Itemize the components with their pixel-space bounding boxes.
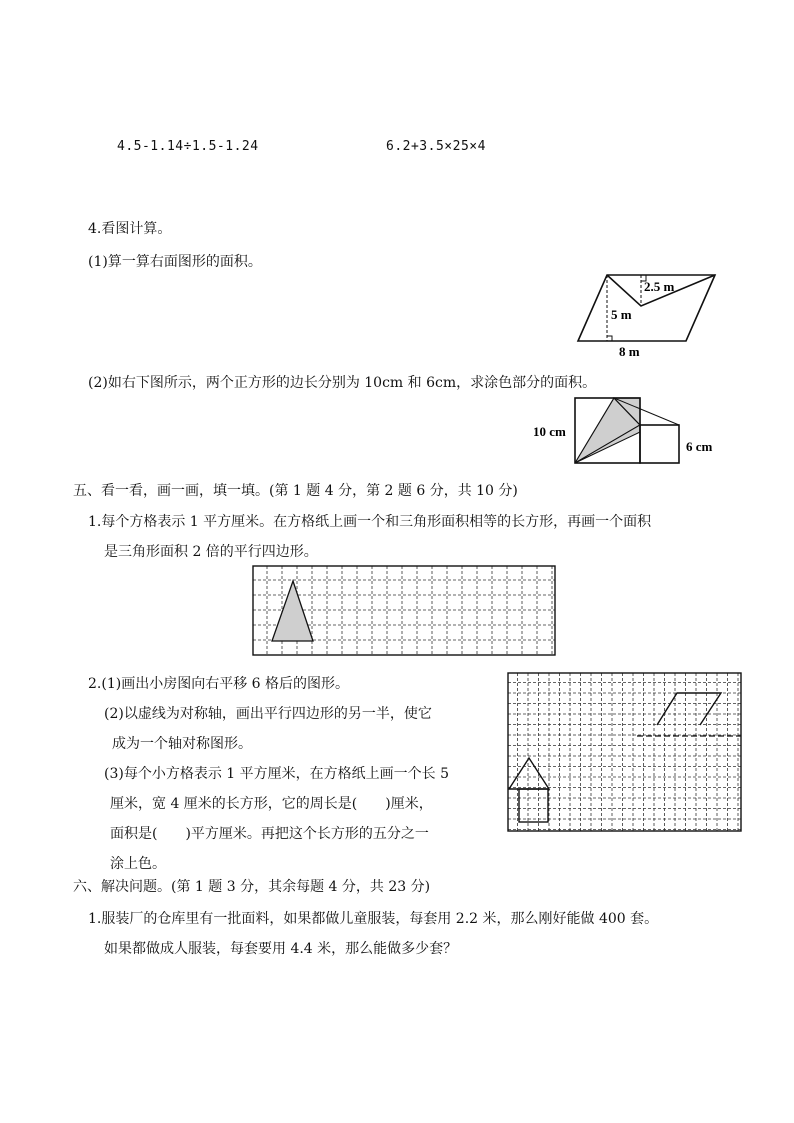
sec5-q2-line3: 成为一个轴对称图形。 [112, 736, 252, 752]
fig1-label-8m: 8 m [619, 344, 640, 359]
sec5-q2-line1: 2.(1)画出小房图向右平移 6 格后的图形。 [88, 676, 349, 692]
q4-part2-text: (2)如右下图所示，两个正方形的边长分别为 10cm 和 6cm，求涂色部分的面积。 [88, 375, 597, 391]
section5-heading: 五、看一看，画一画，填一填。(第 1 题 4 分，第 2 题 6 分，共 10 分) [73, 483, 518, 499]
q4-figure-parallelogram [570, 268, 730, 364]
fig2-label-10cm: 10 cm [533, 424, 566, 439]
calc-expression-1: 4.5-1.14÷1.5-1.24 [117, 139, 259, 154]
fig1-label-5m: 5 m [611, 307, 632, 322]
fig2-label-6cm: 6 cm [686, 439, 713, 454]
fig1-label-2-5m: 2.5 m [644, 279, 675, 294]
section6-heading: 六、解决问题。(第 1 题 3 分，其余每题 4 分，共 23 分) [73, 879, 431, 895]
sec5-q2-line2: (2)以虚线为对称轴，画出平行四边形的另一半，使它 [104, 706, 432, 722]
sec5-q2-line6: 面积是( )平方厘米。再把这个长方形的五分之一 [110, 826, 429, 842]
calc-expression-2: 6.2+3.5×25×4 [386, 139, 486, 154]
sec5-q1-line1: 1.每个方格表示 1 平方厘米。在方格纸上画一个和三角形面积相等的长方形，再画一个面积 [88, 514, 652, 530]
grid-paper-house [507, 672, 742, 832]
q4-figure-squares [530, 394, 730, 468]
sec5-q2-line5: 厘米，宽 4 厘米的长方形，它的周长是( )厘米， [110, 796, 433, 812]
sec5-q2-line4: (3)每个小方格表示 1 平方厘米，在方格纸上画一个长 5 [104, 766, 449, 782]
sec6-q1-line1: 1.服装厂的仓库里有一批面料，如果都做儿童服装，每套用 2.2 米，那么刚好能做 400 套。 [88, 911, 659, 927]
sec6-q1-line2: 如果都做成人服装，每套要用 4.4 米，那么能做多少套？ [104, 941, 458, 957]
sec5-q1-line2: 是三角形面积 2 倍的平行四边形。 [104, 544, 318, 560]
q4-title: 4.看图计算。 [88, 221, 172, 237]
grid-paper-triangle [252, 565, 556, 656]
sec5-q2-line7: 涂上色。 [110, 856, 166, 872]
q4-part1-text: (1)算一算右面图形的面积。 [88, 254, 262, 270]
